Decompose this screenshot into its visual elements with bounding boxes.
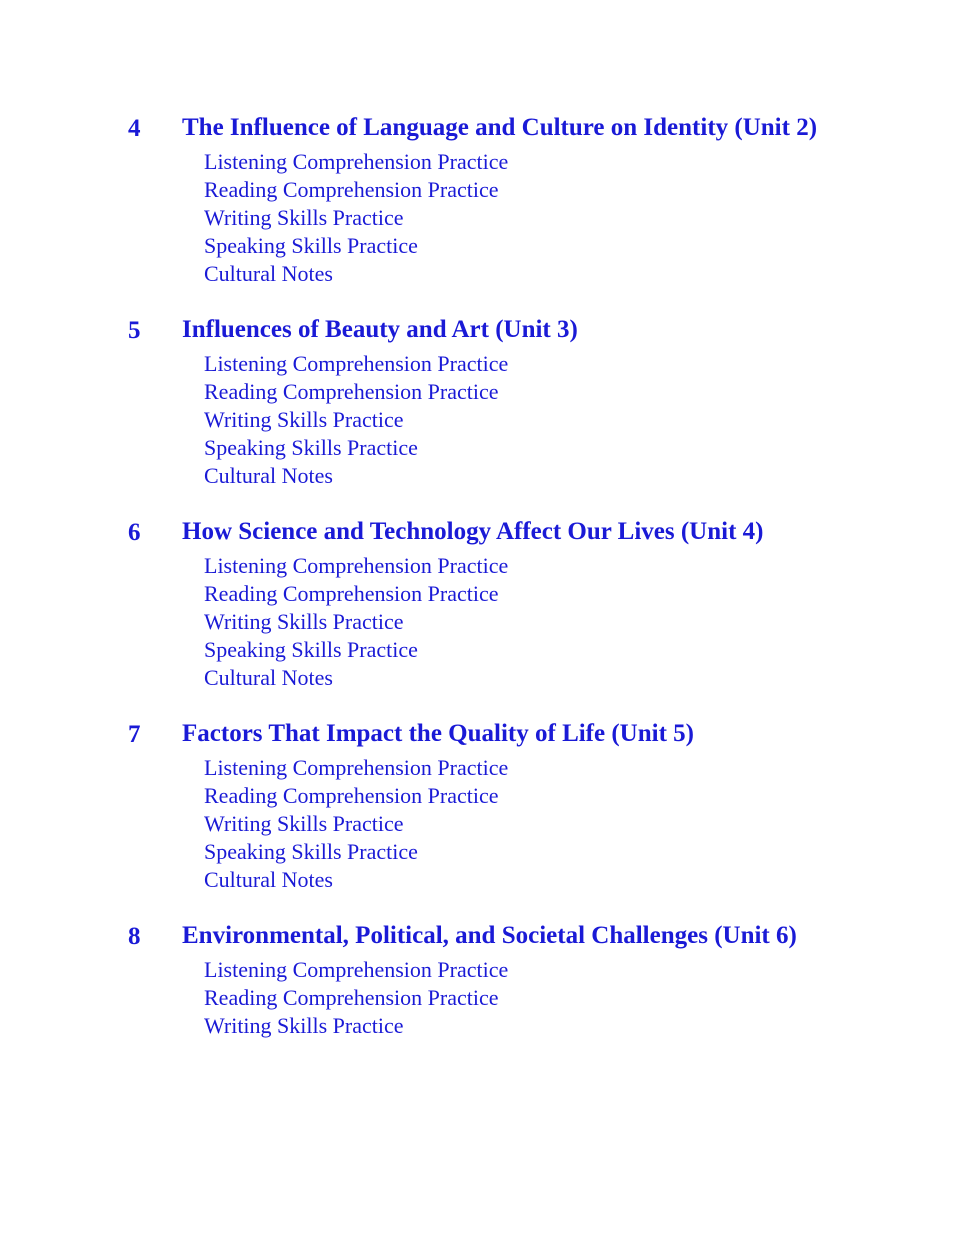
chapter-number: 5 (128, 317, 141, 344)
section-link-listening[interactable]: Listening Comprehension Practice (204, 149, 509, 174)
table-of-contents (0, 112, 960, 1066)
chapter-title-link[interactable]: How Science and Technology Affect Our Lives (Unit 4) (182, 518, 764, 545)
chapter-4 (0, 112, 960, 288)
section-link-writing[interactable]: Writing Skills Practice (204, 1013, 404, 1038)
section-link-writing[interactable]: Writing Skills Practice (204, 811, 404, 836)
section-link-listening[interactable]: Listening Comprehension Practice (204, 957, 509, 982)
section-link-reading[interactable]: Reading Comprehension Practice (204, 783, 499, 808)
chapter-heading (0, 718, 960, 750)
chapter-title-link[interactable]: Influences of Beauty and Art (Unit 3) (182, 316, 578, 343)
chapter-heading (0, 314, 960, 346)
section-link-listening[interactable]: Listening Comprehension Practice (204, 351, 509, 376)
chapter-number: 8 (128, 923, 141, 950)
chapter-8 (0, 920, 960, 1040)
chapter-title-link[interactable]: Environmental, Political, and Societal Challenges (Unit 6) (182, 922, 797, 949)
chapter-7 (0, 718, 960, 894)
chapter-title-link[interactable]: Factors That Impact the Quality of Life (Unit 5) (182, 720, 694, 747)
chapter-number: 7 (128, 721, 141, 748)
section-list (0, 350, 960, 490)
chapter-heading (0, 516, 960, 548)
section-link-writing[interactable]: Writing Skills Practice (204, 407, 404, 432)
section-list (0, 552, 960, 692)
section-link-cultural-notes[interactable]: Cultural Notes (204, 867, 333, 892)
section-link-speaking[interactable]: Speaking Skills Practice (204, 637, 418, 662)
section-list (0, 956, 960, 1040)
section-link-reading[interactable]: Reading Comprehension Practice (204, 581, 499, 606)
section-link-reading[interactable]: Reading Comprehension Practice (204, 177, 499, 202)
chapter-heading (0, 920, 960, 952)
section-link-cultural-notes[interactable]: Cultural Notes (204, 665, 333, 690)
section-link-cultural-notes[interactable]: Cultural Notes (204, 261, 333, 286)
section-link-writing[interactable]: Writing Skills Practice (204, 609, 404, 634)
section-link-listening[interactable]: Listening Comprehension Practice (204, 755, 509, 780)
section-list (0, 148, 960, 288)
chapter-heading (0, 112, 960, 144)
section-link-writing[interactable]: Writing Skills Practice (204, 205, 404, 230)
section-link-reading[interactable]: Reading Comprehension Practice (204, 379, 499, 404)
section-link-cultural-notes[interactable]: Cultural Notes (204, 463, 333, 488)
chapter-6 (0, 516, 960, 692)
section-list (0, 754, 960, 894)
chapter-number: 4 (128, 115, 141, 142)
section-link-reading[interactable]: Reading Comprehension Practice (204, 985, 499, 1010)
section-link-speaking[interactable]: Speaking Skills Practice (204, 233, 418, 258)
chapter-title-link[interactable]: The Influence of Language and Culture on Identity (Unit 2) (182, 114, 818, 141)
section-link-listening[interactable]: Listening Comprehension Practice (204, 553, 509, 578)
section-link-speaking[interactable]: Speaking Skills Practice (204, 839, 418, 864)
chapter-number: 6 (128, 519, 141, 546)
chapter-5 (0, 314, 960, 490)
section-link-speaking[interactable]: Speaking Skills Practice (204, 435, 418, 460)
